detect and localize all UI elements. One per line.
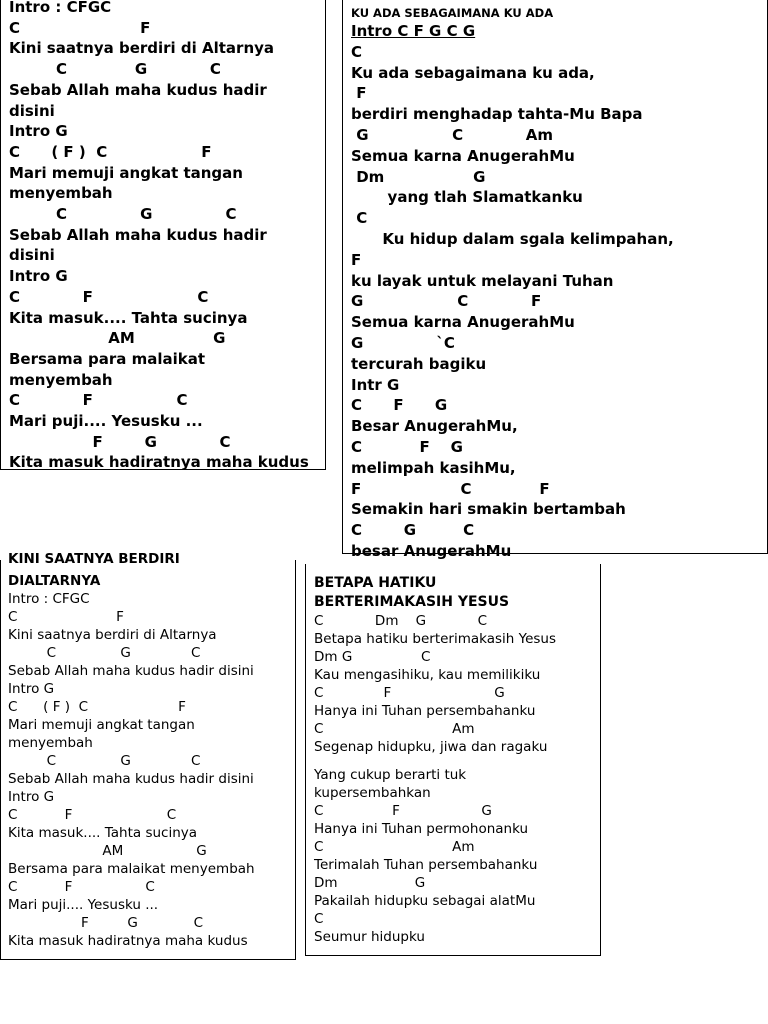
lyrics-block bbox=[9, 0, 325, 473]
lyric-line: Terimalah Tuhan persembahanku bbox=[314, 857, 538, 873]
lyric-line: C F C bbox=[9, 287, 209, 306]
lyric-line: C Am bbox=[314, 721, 475, 737]
lyric-line: Kita masuk.... Tahta sucinya bbox=[9, 308, 248, 327]
lyric-line: C F G bbox=[351, 437, 463, 456]
lyric-line: Intro G bbox=[8, 681, 55, 697]
lyric-line: Bersama para malaikat bbox=[9, 349, 206, 368]
verse-gap bbox=[314, 756, 600, 766]
lyric-line: AM G bbox=[9, 329, 226, 348]
lyric-line: C F G bbox=[314, 803, 492, 819]
song-sheet-dialtarnya bbox=[0, 551, 296, 960]
lyric-line: C Dm G C bbox=[314, 613, 488, 629]
lyric-line: C F bbox=[8, 609, 124, 625]
lyric-line: tercurah bagiku bbox=[351, 354, 487, 373]
lyric-line: Betapa hatiku berterimakasih Yesus bbox=[314, 631, 557, 647]
lyric-line: Intro C F G C G bbox=[351, 22, 476, 40]
lyric-line: Semua karna AnugerahMu bbox=[351, 313, 575, 332]
lyric-line: C bbox=[314, 911, 324, 927]
lyric-line: F C F bbox=[351, 479, 550, 498]
chorus-block bbox=[314, 766, 600, 946]
lyric-line: Intr G bbox=[351, 375, 400, 394]
lyric-line: Intro G bbox=[9, 122, 68, 141]
song-sheet-betapa-hatiku bbox=[305, 564, 601, 956]
lyric-line: C ( F ) C F bbox=[9, 142, 212, 161]
lyric-line: menyembah bbox=[9, 184, 113, 203]
lyric-line: menyembah bbox=[8, 735, 93, 751]
lyric-line: C G C bbox=[9, 60, 221, 79]
lyric-line: Yang cukup berarti tuk bbox=[314, 767, 467, 783]
lyric-line: C G C bbox=[8, 645, 201, 661]
lyric-line: Hanya ini Tuhan persembahanku bbox=[314, 703, 536, 719]
lyric-line: kupersembahkan bbox=[314, 785, 431, 801]
lyric-line: berdiri menghadap tahta-Mu Bapa bbox=[351, 105, 643, 124]
lyric-line: Mari puji.... Yesusku ... bbox=[8, 897, 159, 913]
lyric-line: Intro : CFGC bbox=[8, 591, 90, 607]
lyric-line: Besar AnugerahMu, bbox=[351, 417, 518, 436]
lyric-line: Sebab Allah maha kudus hadir disini bbox=[8, 663, 254, 679]
cut-off-title: KINI SAATNYA BERDIRI bbox=[8, 551, 180, 567]
song-sheet-ku-ada bbox=[342, 0, 768, 560]
lyric-line: C F C bbox=[8, 807, 177, 823]
lyric-line: Sebab Allah maha kudus hadir disini bbox=[8, 771, 254, 787]
lyrics-block bbox=[351, 21, 767, 562]
lyric-line: C ( F ) C F bbox=[8, 699, 186, 715]
lyric-line: G C F bbox=[351, 292, 542, 311]
lyric-line: Mari memuji angkat tangan bbox=[8, 717, 195, 733]
lyric-line: C F G bbox=[351, 396, 448, 415]
song-title: KU ADA SEBAGAIMANA KU ADA bbox=[351, 6, 554, 20]
verse-block bbox=[314, 612, 600, 756]
lyric-line: C Am bbox=[314, 839, 475, 855]
lyric-line: menyembah bbox=[9, 370, 113, 389]
lyric-line: Semua karna AnugerahMu bbox=[351, 146, 575, 165]
lyric-line: melimpah kasihMu, bbox=[351, 458, 516, 477]
lyric-line: AM G bbox=[8, 843, 207, 859]
lyric-line: Seumur hidupku bbox=[314, 929, 425, 945]
lyric-line: Intro G bbox=[8, 789, 55, 805]
lyric-line: Pakailah hidupku sebagai alatMu bbox=[314, 893, 536, 909]
lyric-line: F bbox=[351, 250, 362, 269]
lyric-line: Mari puji.... Yesusku ... bbox=[9, 412, 203, 431]
lyric-line: Sebab Allah maha kudus hadir bbox=[9, 225, 267, 244]
lyric-line: F bbox=[351, 84, 367, 103]
lyric-line: C G C bbox=[351, 521, 475, 540]
lyric-line: F G C bbox=[8, 915, 204, 931]
lyric-line: C bbox=[351, 42, 363, 61]
lyric-line: Ku hidup dalam sgala kelimpahan, bbox=[351, 229, 674, 248]
lyric-line: C F C bbox=[9, 391, 188, 410]
lyric-line: C F bbox=[9, 18, 151, 37]
lyric-line: Kau mengasihiku, kau memilikiku bbox=[314, 667, 541, 683]
lyric-line: C F G bbox=[314, 685, 505, 701]
lyric-line: Intro G bbox=[9, 267, 68, 286]
lyric-line: C bbox=[351, 209, 368, 228]
lyric-line: Bersama para malaikat menyembah bbox=[8, 861, 255, 877]
lyric-line: G `C bbox=[351, 333, 455, 352]
lyric-line: F G C bbox=[9, 432, 231, 451]
song-title: DIALTARNYA bbox=[8, 573, 101, 589]
lyric-line: disini bbox=[9, 246, 55, 265]
lyric-line: Kini saatnya berdiri di Altarnya bbox=[9, 39, 275, 58]
song-title-line-2: BERTERIMAKASIH YESUS bbox=[314, 594, 510, 610]
lyric-line: Mari memuji angkat tangan bbox=[9, 163, 243, 182]
lyric-line: Segenap hidupku, jiwa dan ragaku bbox=[314, 739, 548, 755]
song-title-line-1: BETAPA HATIKU bbox=[314, 575, 437, 591]
lyric-line: Kita masuk.... Tahta sucinya bbox=[8, 825, 198, 841]
lyric-line: Sebab Allah maha kudus hadir bbox=[9, 80, 267, 99]
song-sheet-kini-saatnya bbox=[0, 0, 326, 470]
lyric-line: Intro : CFGC bbox=[9, 0, 112, 16]
lyrics-block bbox=[8, 590, 295, 950]
lyric-line: Kita masuk hadiratnya maha kudus bbox=[9, 453, 309, 472]
lyric-line: Dm G bbox=[314, 875, 426, 891]
lyric-line: C G C bbox=[8, 753, 201, 769]
lyric-line: Dm G C bbox=[314, 649, 431, 665]
lyric-line: C F C bbox=[8, 879, 155, 895]
lyric-line: G C Am bbox=[351, 125, 554, 144]
lyric-line: Kini saatnya berdiri di Altarnya bbox=[8, 627, 217, 643]
lyric-line: Ku ada sebagaimana ku ada, bbox=[351, 63, 595, 82]
lyric-line: yang tlah Slamatkanku bbox=[351, 188, 583, 207]
lyric-line: Semakin hari smakin bertambah bbox=[351, 500, 626, 519]
lyric-line: ku layak untuk melayani Tuhan bbox=[351, 271, 614, 290]
lyric-line: Dm G bbox=[351, 167, 486, 186]
lyric-line: besar AnugerahMu bbox=[351, 541, 512, 560]
lyric-line: C G C bbox=[9, 205, 237, 224]
lyric-line: Kita masuk hadiratnya maha kudus bbox=[8, 933, 248, 949]
lyric-line: disini bbox=[9, 101, 55, 120]
lyric-line: Hanya ini Tuhan permohonanku bbox=[314, 821, 529, 837]
